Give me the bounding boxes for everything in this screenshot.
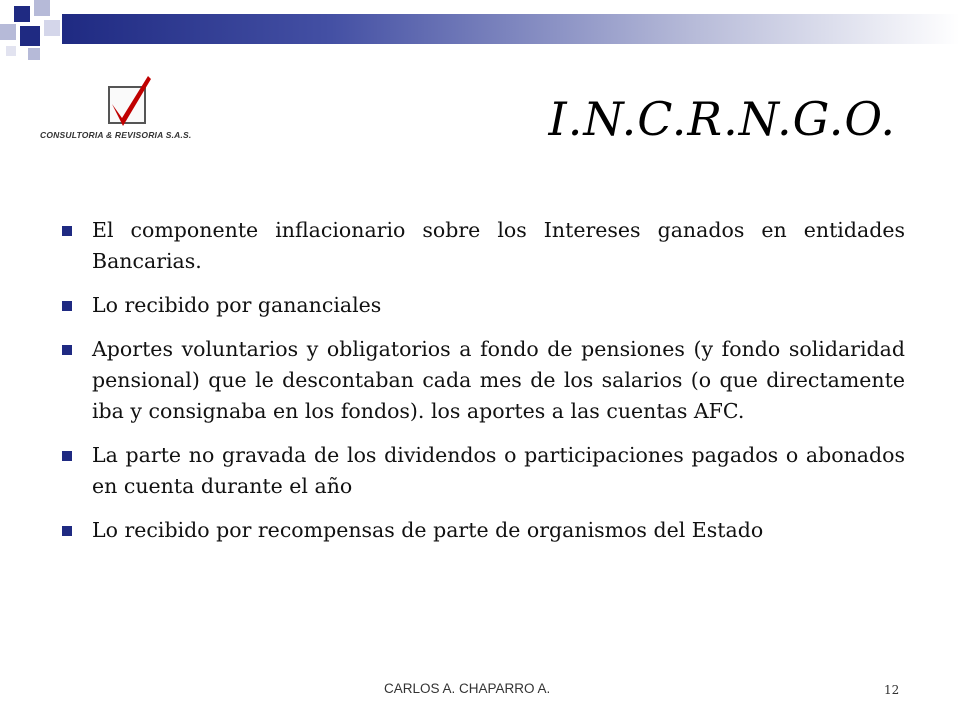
bullet-item bbox=[60, 215, 905, 277]
checkmark-icon bbox=[40, 74, 230, 134]
square-bullet-icon bbox=[62, 526, 72, 536]
bullet-list bbox=[60, 215, 905, 559]
company-logo bbox=[40, 74, 230, 144]
footer-author: CARLOS A. CHAPARRO A. bbox=[384, 681, 551, 696]
decor-square-2 bbox=[34, 0, 50, 16]
bullet-text: La parte no gravada de los dividendos o participaciones pagados o abonados en cuenta durante el año bbox=[92, 443, 905, 498]
bullet-item bbox=[60, 290, 905, 321]
slide-title: I.N.C.R.N.G.O. bbox=[548, 92, 896, 146]
decor-square-4 bbox=[20, 26, 40, 46]
bullet-text: Aportes voluntarios y obligatorios a fondo de pensiones (y fondo solidaridad pensional) que le descontaban cada mes de los salarios (o que directamente iba y consignaba en los fondos). los aportes a las cuentas AFC. bbox=[92, 337, 905, 423]
square-bullet-icon bbox=[62, 345, 72, 355]
square-bullet-icon bbox=[62, 301, 72, 311]
bullet-text: El componente inflacionario sobre los Intereses ganados en entidades Bancarias. bbox=[92, 218, 905, 273]
square-bullet-icon bbox=[62, 451, 72, 461]
logo-text: CONSULTORIA & REVISORIA S.A.S. bbox=[40, 130, 192, 140]
bullet-text: Lo recibido por gananciales bbox=[92, 293, 382, 317]
header-gradient-bar bbox=[62, 14, 960, 44]
bullet-item bbox=[60, 440, 905, 502]
square-bullet-icon bbox=[62, 226, 72, 236]
decor-square-7 bbox=[6, 46, 16, 56]
decor-square-5 bbox=[44, 20, 60, 36]
decor-square-6 bbox=[28, 48, 40, 60]
decor-square-1 bbox=[14, 6, 30, 22]
bullet-text: Lo recibido por recompensas de parte de organismos del Estado bbox=[92, 518, 764, 542]
bullet-item bbox=[60, 515, 905, 546]
decor-square-3 bbox=[0, 24, 16, 40]
page-number: 12 bbox=[884, 683, 900, 697]
bullet-item bbox=[60, 334, 905, 427]
